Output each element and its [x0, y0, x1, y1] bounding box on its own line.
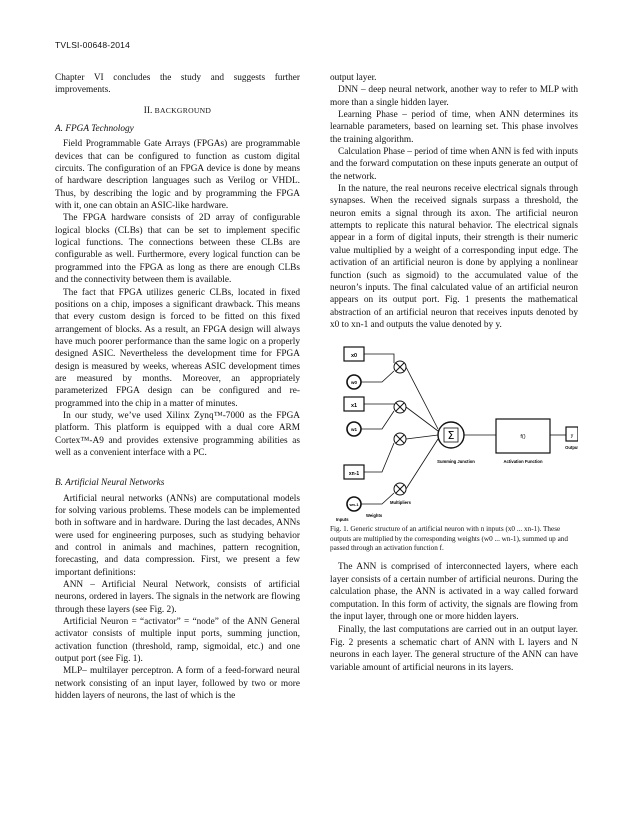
label-weights: Weights [366, 513, 383, 519]
multipliers [394, 361, 406, 495]
weight-label: wn-1 [349, 502, 359, 508]
subsection-heading-b: B. Artificial Neural Networks [55, 478, 165, 489]
label-activation: Activation Function [503, 459, 543, 465]
paragraph: The ANN is comprised of interconnected layers, where each layer consists of a certain number of artificial neurons. During the calculation phase, the ANN is activated in a way called forward computation. In this form of activity, the signals are flowing from the input layer, through one or more hidden layers. [330, 562, 578, 623]
paragraph: In the nature, the real neurons receive electrical signals through synapses. When the received signals surpass a threshold, the neuron emits a signal through its axon. The artificial neuron attempts to replicate this natural behavior. The electrical signals appear in a form of digital inputs, their strength is their numeric value multiplied by a weight of a corresponding input edge. The activation of an artificial neuron is done by applying a nonlinear function (such as sigmoid) to the accumulated value of the neuron’s inputs. The final calculated value of an artificial neuron appears on its output port. Fig. 1 presents the mathematical abstraction of an artificial neuron that receives inputs denoted by x0 to xn-1 and outputs the value denoted by y. [330, 184, 578, 330]
input-label: x0 [350, 353, 358, 360]
figure-caption: Fig. 1. Generic structure of an artificial neuron with n inputs (x0 ... xn-1). These outputs are multiplied by the corresponding weights (w0 ... wn-1), summed up and passed through an activation function f. [330, 525, 568, 552]
output-box [566, 427, 578, 441]
left-column [55, 72, 300, 703]
label-inputs: Inputs [336, 517, 349, 523]
section-title: BACKGROUND [154, 105, 212, 115]
input-box-xn [344, 465, 364, 479]
figure-neuron [330, 339, 578, 523]
sigma-symbol: Σ [447, 429, 455, 443]
paragraph: Calculation Phase – period of time when ANN is fed with inputs and the forward computation on these inputs generate an output of the network. [330, 147, 578, 182]
input-box-x1 [344, 397, 364, 411]
weight-label: w0 [350, 380, 358, 386]
weight-circle-w1 [347, 422, 361, 436]
section-heading [55, 105, 300, 117]
subsection-heading-a: A. FPGA Technology [55, 124, 134, 135]
paragraph: The FPGA hardware consists of 2D array of configurable logical blocks (CLBs) that can be set to implement specific logical functions. The connections between these CLBs are configurable as well. Furthermore, every logical function can be programmed into the FPGA as long as there are enough CLBs and the connectivity between them is available. [55, 213, 300, 286]
paragraph: output layer. [330, 73, 377, 83]
label-multipliers: Multipliers [390, 500, 411, 506]
paragraph: MLP– multilayer perceptron. A form of a feed-forward neural network consisting of an input layer, followed by two or more hidden layers of neurons, the last of which is the [55, 666, 300, 702]
paragraph: Finally, the last computations are carried out in an output layer. Fig. 2 presents a schematic chart of ANN with L layers and N neurons in each layer. The general structure of the ANN can have variable amount of artificial neurons in its layers. [330, 625, 578, 673]
weight-circle-wn [347, 497, 361, 511]
paragraph: Artificial Neuron = “activator” = “node” of the ANN General activator consists of multiple input ports, summing junction, activation function (threshold, ramp, sigmoidal, etc.) and one output port (see Fig. 1). [55, 617, 300, 665]
input-label: x1 [350, 403, 358, 410]
paragraph: Chapter VI concludes the study and suggests further improvements. [55, 73, 300, 96]
paragraph: ANN – Artificial Neural Network, consists of artificial neurons, ordered in layers. The signals in the network are flowing through these layers (see Fig. 2). [55, 580, 300, 615]
output-symbol: y [570, 433, 574, 440]
paragraph: Learning Phase – period of time, when ANN determines its learnable parameters, based on learning set. This phase involves the training algorithm. [330, 110, 578, 145]
paragraph: The fact that FPGA utilizes generic CLBs, located in fixed positions on a chip, imposes a significant drawback. This means that every custom design is forced to be fitted on this fixed arrangement of blocks. As a result, an FPGA design will always have much poorer performance than the same logic on a properly designed ASIC. Nevertheless the development time for FPGA design is measured by weeks, whereas ASIC development times are measured by months. Moreover, an appropriately parameterized FPGA design can be configured and re-programmed into the chip in a matter of minutes. [55, 287, 300, 409]
summing-junction [438, 422, 464, 448]
running-header: TVLSI-00648-2014 [55, 40, 131, 50]
neuron-diagram [330, 339, 578, 523]
label-summing-junction: Summing Junction [437, 459, 475, 465]
input-label: xn-1 [348, 471, 360, 478]
activation-function-box [496, 419, 550, 453]
paragraph: In our study, we’ve used Xilinx Zynq™-7000 as the FPGA platform. This platform is equipped with a dual core ARM Cortex™-A9 and provides extensive programming abilities as well as a convenient interface with a PC. [55, 410, 300, 458]
paragraph: Artificial neural networks (ANNs) are computational models for solving various problems. These models can be implemented both in software and in hardware. During the last decades, ANNs were used for engineering purposes, such as studying behavior and control in animals and machines, pattern recognition, forecasting, and data compression. First, we present a few important definitions: [55, 493, 300, 578]
paragraph: DNN – deep neural network, another way to refer to MLP with more than a single hidden layer. [330, 85, 578, 108]
input-box-x0 [344, 347, 364, 361]
weight-label: w1 [350, 427, 358, 433]
activation-symbol: f() [520, 434, 526, 441]
label-output: Output [565, 445, 578, 451]
section-number: II. [143, 105, 153, 116]
right-column [330, 72, 578, 674]
paragraph: Field Programmable Gate Arrays (FPGAs) are programmable devices that can be configured to function as custom digital circuits. The configuration of an FPGA device is done by means of hardware description languages such as Verilog or VHDL. Thus, by describing the logic and by programming the FPGA with it, one can obtain an ASIC-like hardware. [55, 139, 300, 212]
weight-circle-w0 [347, 375, 361, 389]
